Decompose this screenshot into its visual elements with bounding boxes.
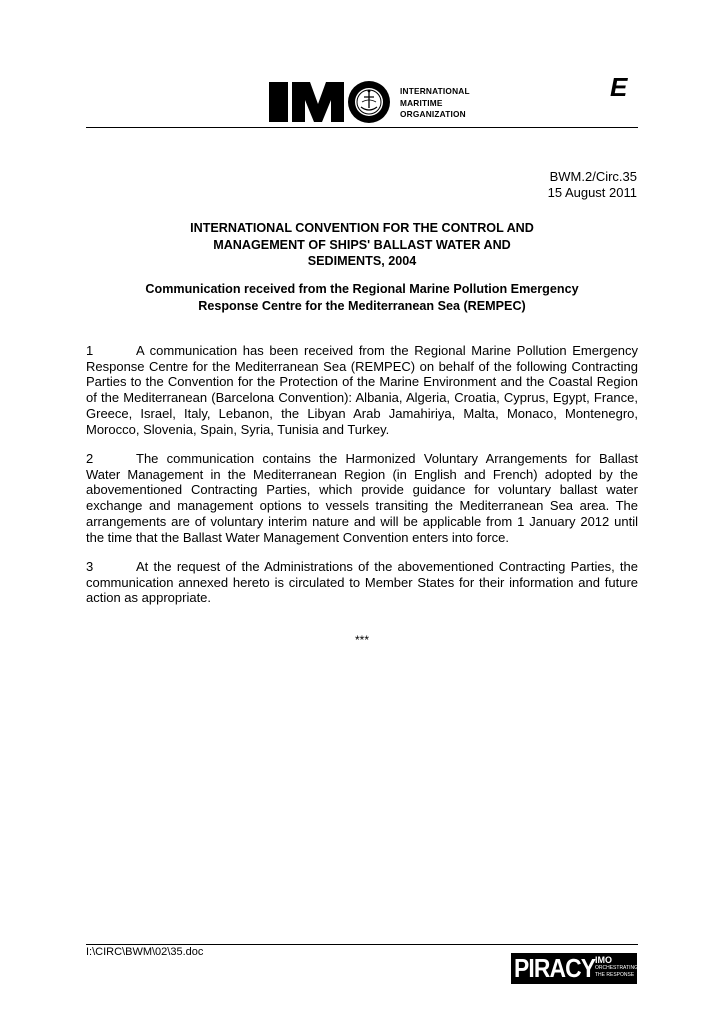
title-line: INTERNATIONAL CONVENTION FOR THE CONTROL AND [190,221,534,235]
paragraph-text: A communication has been received from the Regional Marine Pollution Emergency Response Centre for the Mediterranean Sea (REMPEC) on behalf of the following Contracting Parties to the Convention for the Protection of the Marine Environment and the Coastal Region of the Mediterranean (Barcelona Convention): Albania, Algeria, Croatia, Cyprus, Egypt, France, Greece, Israel, Italy, Lebanon, the Libyan Arab Jamahiriya, Malta, Monaco, Montenegro, Morocco, Slovenia, Spain, Syria, Tunisia and Turkey. [86,343,638,437]
subtitle-line: Communication received from the Regional Marine Pollution Emergency [145,282,579,296]
paragraph-text: The communication contains the Harmonized Voluntary Arrangements for Ballast Water Management in the Mediterranean Region (in English and French) adopted by the abovementioned Contracting Parties, which provide guidance for voluntary ballast water exchange and management options to vessels transiting the Mediterranean Sea area. The arrangements are of voluntary interim nature and will be applicable from 1 January 2012 until the time that the Ballast Water Management Convention enters into force. [86,451,638,545]
paragraph-3 [86,559,638,606]
document-reference [548,169,637,201]
communication-subtitle [86,281,638,314]
badge-side-text [595,955,638,978]
piracy-word: PIRACY [514,953,596,983]
subtitle-line: Response Centre for the Mediterranean Sea (REMPEC) [198,298,526,313]
footer-divider [86,944,638,945]
end-separator: *** [354,633,369,647]
badge-org: IMO [595,955,612,965]
file-path: I:\CIRC\BWM\02\35.doc [86,946,204,958]
org-name-line: MARITIME [400,97,443,108]
document-symbol: BWM.2/Circ.35 [549,169,637,184]
imo-letters-graphic [269,80,391,124]
org-name-line: INTERNATIONAL [400,86,470,96]
title-line: SEDIMENTS, 2004 [307,254,417,268]
paragraph-number: 3 [86,559,94,574]
org-name-line: ORGANIZATION [400,109,466,119]
document-date: 15 August 2011 [547,185,637,200]
language-code: E [610,72,628,102]
convention-title [86,220,638,270]
paragraph-text: At the request of the Administrations of the abovementioned Contracting Parties, the communication annexed hereto is circulated to Member States for their information and future action as appropriate. [86,559,638,606]
imo-logo [269,80,484,124]
paragraph-2 [86,451,638,545]
paragraph-number: 2 [86,451,94,466]
paragraph-1 [86,343,638,437]
piracy-campaign-badge [511,953,637,984]
title-line: MANAGEMENT OF SHIPS' BALLAST WATER AND [213,237,511,252]
header-divider [86,127,638,128]
badge-line: THE RESPONSE [595,971,635,978]
organization-name [400,86,470,121]
badge-line: ORCHESTRATING [595,965,638,971]
paragraph-number: 1 [86,343,94,358]
